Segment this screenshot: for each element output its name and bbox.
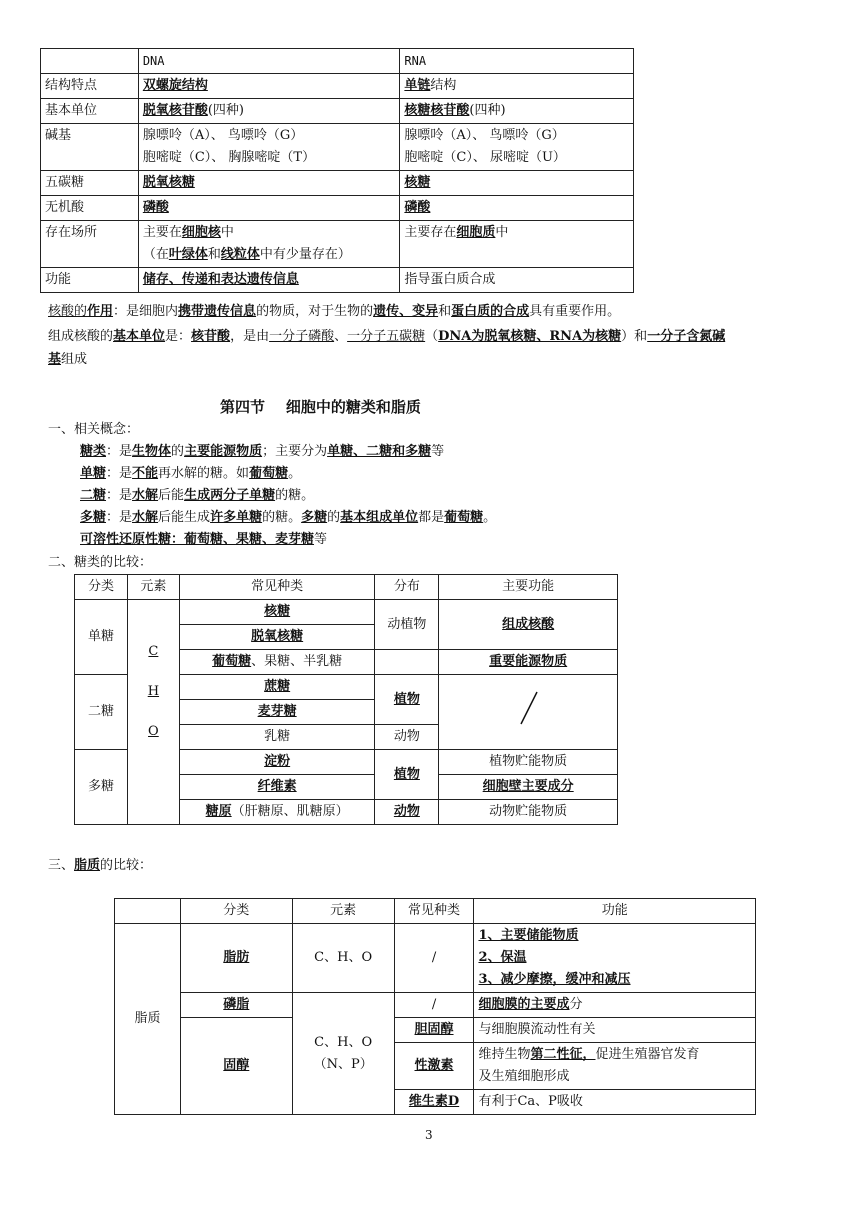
heading-concepts: 一、相关概念： bbox=[48, 422, 140, 437]
concept-sugar: 糖类：是生物体的主要能源物质；主要分为单糖、二糖和多糖等 bbox=[80, 444, 445, 459]
heading-lipid-compare: 三、脂质的比较： bbox=[48, 858, 153, 873]
table-row: 碱基 腺嘌呤（A）、 鸟嘌呤（G） 胞嘧啶（C）、 胸腺嘧啶（T） 腺嘌呤（A）、 鸟嘌呤（G） 胞嘧啶（C）、 尿嘧啶（U） bbox=[41, 124, 634, 171]
table-row: 无机酸 磷酸 磷酸 bbox=[41, 196, 634, 221]
table-row: 磷脂 C、H、O （N、P） / 细胞膜的主要成分 bbox=[115, 993, 756, 1018]
page-number: 3 bbox=[425, 1128, 433, 1142]
slash-mark bbox=[513, 688, 543, 728]
nucleic-acid-unit-cont: 基组成 bbox=[48, 352, 88, 367]
concept-mono: 单糖：是不能再水解的糖。如葡萄糖。 bbox=[80, 466, 302, 481]
concept-di: 二糖：是水解后能生成两分子单糖的糖。 bbox=[80, 488, 315, 503]
table-header: 分类 元素 常见种类 分布 主要功能 bbox=[75, 575, 618, 600]
table-header: DNA RNA bbox=[41, 49, 634, 74]
table-row: 维生素D 有利于Ca、P吸收 bbox=[115, 1090, 756, 1115]
table-row: 脱氧核糖 bbox=[75, 625, 618, 650]
nucleic-acid-unit: 组成核酸的基本单位是：核苷酸，是由一分子磷酸、一分子五碳糖（DNA为脱氧核糖、RNA为核糖）和一分子含氮碱 bbox=[48, 329, 726, 344]
table-row: 功能 储存、传递和表达遗传信息 指导蛋白质合成 bbox=[41, 268, 634, 293]
table-row: 单糖 C H O 核糖 动植物 组成核酸 bbox=[75, 600, 618, 625]
table-row: 结构特点 双螺旋结构 单链结构 bbox=[41, 74, 634, 99]
table-row: 二糖 蔗糖 植物 bbox=[75, 675, 618, 700]
heading-sugar-compare: 二、糖类的比较： bbox=[48, 555, 153, 570]
table-header: 分类 元素 常见种类 功能 bbox=[115, 899, 756, 924]
table-row: 固醇 胆固醇 与细胞膜流动性有关 bbox=[115, 1018, 756, 1043]
table-row: 麦芽糖 bbox=[75, 700, 618, 725]
concept-poly: 多糖：是水解后能生成许多单糖的糖。多糖的基本组成单位都是葡萄糖。 bbox=[80, 510, 497, 525]
table-row: 五碳糖 脱氧核糖 核糖 bbox=[41, 171, 634, 196]
table-row: 性激素 维持生物第二性征，促进生殖器官发育 及生殖细胞形成 bbox=[115, 1043, 756, 1090]
nucleic-acid-function: 核酸的作用：是细胞内携带遗传信息的物质，对于生物的遗传、变异和蛋白质的合成具有重要作用。 bbox=[48, 304, 621, 319]
lipid-table bbox=[114, 898, 756, 1115]
table-row: 脂质 脂肪 C、H、O / 1、主要储能物质 2、保温 3、减少摩擦，缓冲和减压 bbox=[115, 924, 756, 993]
table-row: 葡萄糖、果糖、半乳糖 重要能源物质 bbox=[75, 650, 618, 675]
sugar-table bbox=[74, 574, 618, 825]
table-row: 乳糖 动物 bbox=[75, 725, 618, 750]
table-row: 多糖 淀粉 植物 植物贮能物质 bbox=[75, 750, 618, 775]
table-row: 基本单位 脱氧核苷酸(四种) 核糖核苷酸(四种) bbox=[41, 99, 634, 124]
nucleic-acid-table bbox=[40, 48, 634, 293]
table-row: 纤维素 细胞壁主要成分 bbox=[75, 775, 618, 800]
table-row: 存在场所 主要在细胞核中 （在叶绿体和线粒体中有少量存在） 主要存在细胞质中 bbox=[41, 221, 634, 268]
table-row: 糖原（肝糖原、肌糖原） 动物 动物贮能物质 bbox=[75, 800, 618, 825]
section-title: 第四节 细胞中的糖类和脂质 bbox=[220, 398, 421, 416]
concept-reducing: 可溶性还原性糖：葡萄糖、果糖、麦芽糖等 bbox=[80, 532, 328, 547]
